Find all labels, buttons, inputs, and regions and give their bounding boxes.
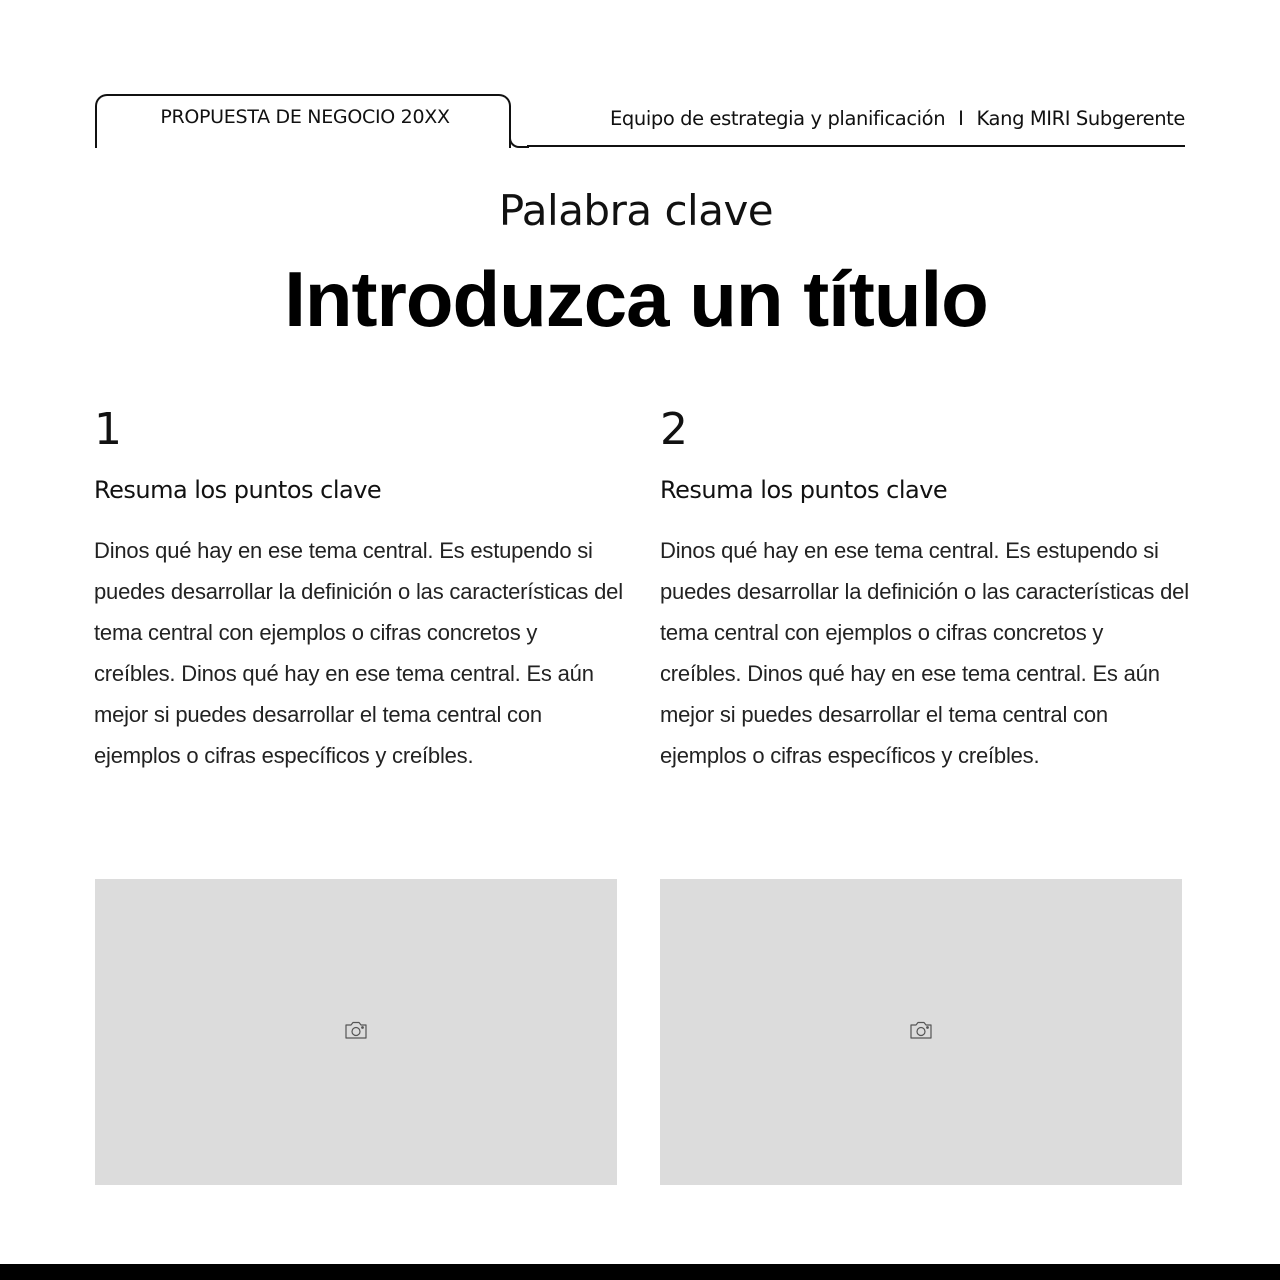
header-separator: I [958, 107, 964, 130]
column-body: Dinos qué hay en ese tema central. Es estupendo si puedes desarrollar la definición o las características del tema central con ejemplos o cifras concretos y creíbles. Dinos qué hay en ese tema central. Es aún mejor si puedes desarrollar el tema central con ejemplos o cifras específicos y creíbles. [660, 538, 1189, 768]
camera-icon [909, 1020, 933, 1045]
column-subtitle: Resuma los puntos clave [660, 476, 948, 504]
column-1 [94, 404, 624, 776]
header-tab-label: PROPUESTA DE NEGOCIO 20XX [160, 106, 450, 128]
image-placeholder-2[interactable] [660, 879, 1182, 1185]
image-placeholder-1[interactable] [95, 879, 617, 1185]
header-team: Equipo de estrategia y planificación [610, 107, 946, 130]
column-body: Dinos qué hay en ese tema central. Es estupendo si puedes desarrollar la definición o las características del tema central con ejemplos o cifras concretos y creíbles. Dinos qué hay en ese tema central. Es aún mejor si puedes desarrollar el tema central con ejemplos o cifras específicos y creíbles. [94, 538, 623, 768]
tab-connector-line [509, 120, 529, 148]
column-subtitle: Resuma los puntos clave [94, 476, 382, 504]
header-meta [610, 107, 1185, 130]
footer-bar [0, 1264, 1280, 1280]
column-number: 1 [94, 404, 122, 455]
header-rule [527, 145, 1185, 147]
keyword-heading: Palabra clave [498, 186, 774, 235]
camera-icon [344, 1020, 368, 1045]
page-title: Introduzca un título [284, 255, 988, 343]
column-2 [660, 404, 1190, 776]
column-number: 2 [660, 404, 688, 455]
header-author: Kang MIRI Subgerente [976, 107, 1185, 130]
